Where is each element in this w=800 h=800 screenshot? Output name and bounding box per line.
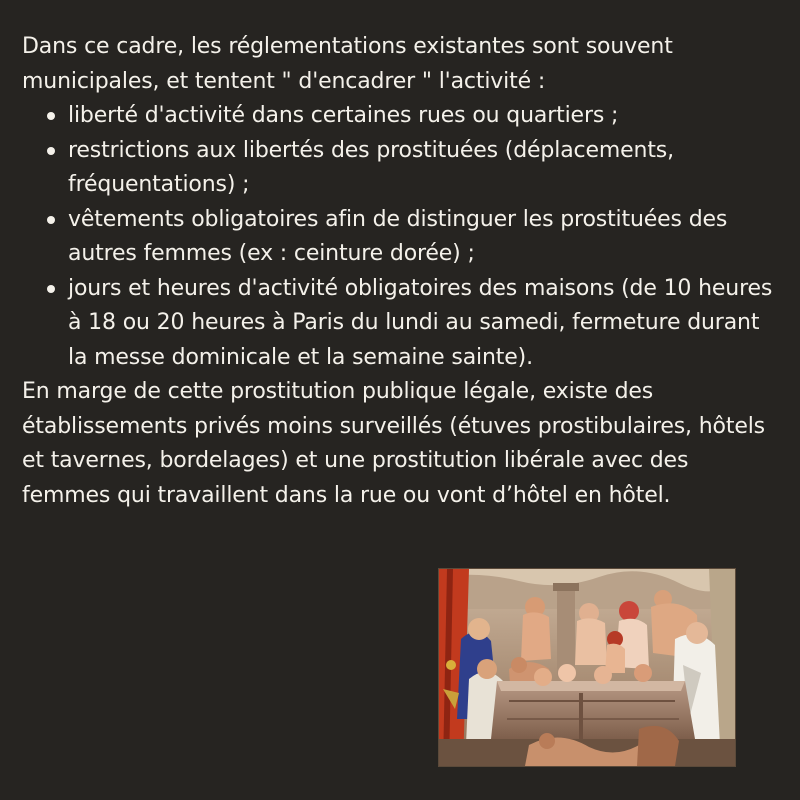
regulations-list xyxy=(22,99,782,375)
medieval-bathhouse-illustration xyxy=(438,568,736,767)
intro-paragraph: Dans ce cadre, les réglementations existantes sont souvent municipales, et tentent " d'encadrer " l'activité : xyxy=(22,34,673,94)
text-block xyxy=(22,30,782,513)
list-item: restrictions aux libertés des prostituées (déplacements, fréquentations) ; xyxy=(22,134,782,203)
bathhouse-painting-image xyxy=(439,569,735,766)
closing-paragraph: En marge de cette prostitution publique légale, existe des établissements privés moins surveillés (étuves prostibulaires, hôtels et tavernes, bordelages) et une prostitution libérale avec des femmes qui travaillent dans la rue ou vont d’hôtel en hôtel. xyxy=(22,379,765,508)
list-item: vêtements obligatoires afin de distinguer les prostituées des autres femmes (ex : ceinture dorée) ; xyxy=(22,203,782,272)
list-item: liberté d'activité dans certaines rues ou quartiers ; xyxy=(22,99,782,134)
list-item: jours et heures d'activité obligatoires des maisons (de 10 heures à 18 ou 20 heures à Paris du lundi au samedi, fermeture durant la messe dominicale et la semaine sainte). xyxy=(22,272,782,376)
